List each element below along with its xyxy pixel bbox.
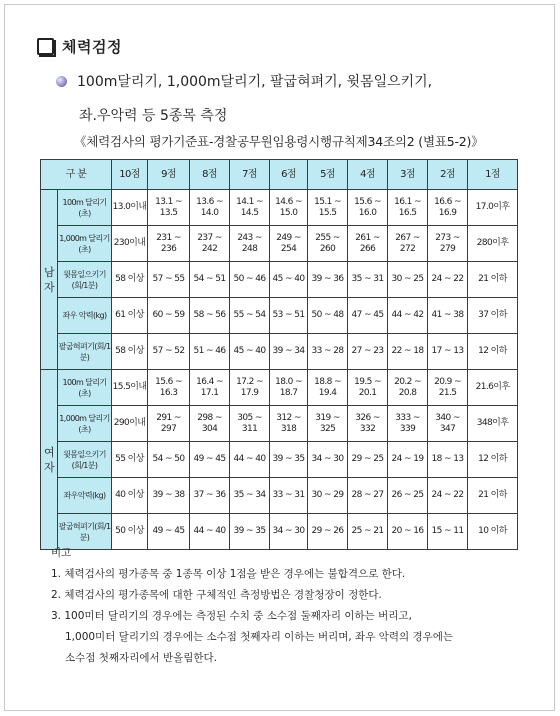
table-cell: 54 ~ 50 [148, 442, 190, 478]
item-label: 100m 달리기(초) [58, 370, 112, 406]
table-cell: 50 이상 [112, 514, 148, 550]
table-cell: 29 ~ 26 [308, 514, 348, 550]
table-cell: 44 ~ 42 [388, 298, 428, 334]
table-cell: 249 ~ 254 [270, 226, 308, 262]
bullet-icon [56, 76, 67, 87]
table-cell: 18.8 ~ 19.4 [308, 370, 348, 406]
table-cell: 37 ~ 36 [190, 478, 230, 514]
table-cell: 21 이하 [468, 478, 518, 514]
header-score: 2점 [428, 160, 468, 190]
header-category: 구 분 [41, 160, 112, 190]
gender-text: 남 자 [43, 265, 55, 294]
table-cell: 37 이하 [468, 298, 518, 334]
table-cell: 25 ~ 21 [348, 514, 388, 550]
note-item: 2. 체력검사의 평가종목에 대한 구체적인 측정방법은 경찰청장이 정한다. [51, 589, 382, 601]
table-row [41, 334, 518, 370]
table-cell: 17 ~ 13 [428, 334, 468, 370]
table-cell: 30 ~ 25 [388, 262, 428, 298]
notes-section [51, 543, 453, 669]
table-cell: 291 ~ 297 [148, 406, 190, 442]
table-cell: 280이후 [468, 226, 518, 262]
table-cell: 27 ~ 23 [348, 334, 388, 370]
table-cell: 326 ~ 332 [348, 406, 388, 442]
table-cell: 44 ~ 40 [230, 442, 270, 478]
table-cell: 41 ~ 38 [428, 298, 468, 334]
table-cell: 28 ~ 27 [348, 478, 388, 514]
table-cell: 312 ~ 318 [270, 406, 308, 442]
table-cell: 26 ~ 25 [388, 478, 428, 514]
header-score: 10점 [112, 160, 148, 190]
table-cell: 45 ~ 40 [270, 262, 308, 298]
table-cell: 51 ~ 46 [190, 334, 230, 370]
header-score: 8점 [190, 160, 230, 190]
table-cell: 33 ~ 31 [270, 478, 308, 514]
table-cell: 39 ~ 38 [148, 478, 190, 514]
table-subtitle: 《체력검사의 평가기준표-경찰공무원임용령시행규칙제34조의2 (별표5-2)》 [74, 134, 484, 149]
table-cell: 255 ~ 260 [308, 226, 348, 262]
table-cell: 18.0 ~ 18.7 [270, 370, 308, 406]
checkbox-icon [37, 38, 54, 55]
table-cell: 35 ~ 31 [348, 262, 388, 298]
table-cell: 237 ~ 242 [190, 226, 230, 262]
header-score: 6점 [270, 160, 308, 190]
notes-title: 비고 [51, 547, 72, 559]
header-score: 7점 [230, 160, 270, 190]
table-cell: 15 ~ 11 [428, 514, 468, 550]
header-score: 4점 [348, 160, 388, 190]
table-cell: 39 ~ 35 [270, 442, 308, 478]
table-cell: 61 이상 [112, 298, 148, 334]
table-cell: 50 ~ 48 [308, 298, 348, 334]
table-cell: 12 이하 [468, 334, 518, 370]
table-cell: 58 ~ 56 [190, 298, 230, 334]
table-cell: 273 ~ 279 [428, 226, 468, 262]
header-score: 5점 [308, 160, 348, 190]
table-cell: 290이내 [112, 406, 148, 442]
table-cell: 333 ~ 339 [388, 406, 428, 442]
table-cell: 16.4 ~ 17.1 [190, 370, 230, 406]
table-cell: 54 ~ 51 [190, 262, 230, 298]
table-cell: 319 ~ 325 [308, 406, 348, 442]
table-cell: 45 ~ 40 [230, 334, 270, 370]
table-cell: 16.6 ~ 16.9 [428, 190, 468, 226]
table-cell: 49 ~ 45 [148, 514, 190, 550]
header-score: 9점 [148, 160, 190, 190]
table-cell: 39 ~ 35 [230, 514, 270, 550]
intro-text-1: 100m달리기, 1,000m달리기, 팔굽혀펴기, 윗몸일으키기, [77, 74, 433, 90]
table-cell: 21 이하 [468, 262, 518, 298]
table-cell: 60 ~ 59 [148, 298, 190, 334]
table-cell: 40 이상 [112, 478, 148, 514]
table-cell: 17.0이후 [468, 190, 518, 226]
table-cell: 57 ~ 52 [148, 334, 190, 370]
table-cell: 298 ~ 304 [190, 406, 230, 442]
gender-label-female [41, 370, 58, 550]
table-cell: 55 이상 [112, 442, 148, 478]
item-label: 좌우악력(kg) [58, 478, 112, 514]
note-item: 3. 100미터 달리기의 경우에는 측정된 수치 중 소수점 둘째자리 이하는 버리고, [51, 610, 412, 622]
table-cell: 58 이상 [112, 334, 148, 370]
table-cell: 50 ~ 46 [230, 262, 270, 298]
table-header-row [41, 160, 518, 190]
table-cell: 29 ~ 25 [348, 442, 388, 478]
item-label: 윗몸일으키기(회/1분) [58, 442, 112, 478]
table-row [41, 190, 518, 226]
item-label: 100m 달리기(초) [58, 190, 112, 226]
fitness-score-table [40, 159, 518, 550]
table-cell: 340 ~ 347 [428, 406, 468, 442]
item-label: 좌우 악력(kg) [58, 298, 112, 334]
table-cell: 34 ~ 30 [270, 514, 308, 550]
table-cell: 14.1 ~ 14.5 [230, 190, 270, 226]
table-cell: 39 ~ 34 [270, 334, 308, 370]
table-cell: 15.5이내 [112, 370, 148, 406]
header-score: 1점 [468, 160, 518, 190]
table-cell: 305 ~ 311 [230, 406, 270, 442]
table-cell: 15.6 ~ 16.3 [148, 370, 190, 406]
table-cell: 44 ~ 40 [190, 514, 230, 550]
table-row [41, 406, 518, 442]
heading-title: 체력검정 [62, 38, 122, 56]
note-item-continued: 1,000미터 달리기의 경우에는 소수점 첫째자리 이하는 버리며, 좌우 악력의 경우에는 [65, 631, 454, 643]
section-heading [37, 36, 122, 57]
note-item: 1. 체력검사의 평가종목 중 1종목 이상 1점을 받은 경우에는 불합격으로 한다. [51, 568, 406, 580]
table-row [41, 442, 518, 478]
table-cell: 13.0이내 [112, 190, 148, 226]
table-cell: 17.2 ~ 17.9 [230, 370, 270, 406]
header-score: 3점 [388, 160, 428, 190]
table-cell: 35 ~ 34 [230, 478, 270, 514]
gender-label-male [41, 190, 58, 370]
item-label: 윗몸일으키기(회/1분) [58, 262, 112, 298]
table-cell: 33 ~ 28 [308, 334, 348, 370]
table-cell: 19.5 ~ 20.1 [348, 370, 388, 406]
table-cell: 14.6 ~ 15.0 [270, 190, 308, 226]
table-cell: 30 ~ 29 [308, 478, 348, 514]
table-cell: 57 ~ 55 [148, 262, 190, 298]
table-cell: 24 ~ 19 [388, 442, 428, 478]
table-cell: 24 ~ 22 [428, 262, 468, 298]
item-label: 1,000m 달리기(초) [58, 406, 112, 442]
table-cell: 267 ~ 272 [388, 226, 428, 262]
intro-text-2: 좌.우악력 등 5종목 측정 [79, 108, 228, 124]
table-cell: 49 ~ 45 [190, 442, 230, 478]
table-cell: 10 이하 [468, 514, 518, 550]
table-cell: 22 ~ 18 [388, 334, 428, 370]
table-cell: 15.6 ~ 16.0 [348, 190, 388, 226]
intro-line-1 [56, 71, 432, 91]
table-cell: 13.6 ~ 14.0 [190, 190, 230, 226]
note-item-continued: 소수점 첫째자리에서 반올림한다. [65, 652, 218, 664]
gender-text: 여 자 [43, 445, 55, 474]
item-label: 팔굽혀펴기(회/1분) [58, 334, 112, 370]
table-row [41, 262, 518, 298]
table-cell: 55 ~ 54 [230, 298, 270, 334]
table-cell: 15.1 ~ 15.5 [308, 190, 348, 226]
table-cell: 21.6이후 [468, 370, 518, 406]
table-cell: 24 ~ 22 [428, 478, 468, 514]
table-cell: 16.1 ~ 16.5 [388, 190, 428, 226]
table-row [41, 298, 518, 334]
table-row [41, 478, 518, 514]
table-cell: 20 ~ 16 [388, 514, 428, 550]
table-cell: 47 ~ 45 [348, 298, 388, 334]
table-cell: 58 이상 [112, 262, 148, 298]
table-cell: 20.9 ~ 21.5 [428, 370, 468, 406]
table-cell: 12 이하 [468, 442, 518, 478]
table-cell: 18 ~ 13 [428, 442, 468, 478]
item-label: 팔굽혀펴기(회/1분) [58, 514, 112, 550]
table-cell: 230이내 [112, 226, 148, 262]
table-row [41, 370, 518, 406]
table-cell: 34 ~ 30 [308, 442, 348, 478]
table-cell: 261 ~ 266 [348, 226, 388, 262]
table-cell: 39 ~ 36 [308, 262, 348, 298]
table-cell: 243 ~ 248 [230, 226, 270, 262]
table-cell: 348이후 [468, 406, 518, 442]
table-cell: 231 ~ 236 [148, 226, 190, 262]
table-row [41, 226, 518, 262]
item-label: 1,000m 달리기(초) [58, 226, 112, 262]
table-cell: 13.1 ~ 13.5 [148, 190, 190, 226]
table-cell: 20.2 ~ 20.8 [388, 370, 428, 406]
table-cell: 53 ~ 51 [270, 298, 308, 334]
